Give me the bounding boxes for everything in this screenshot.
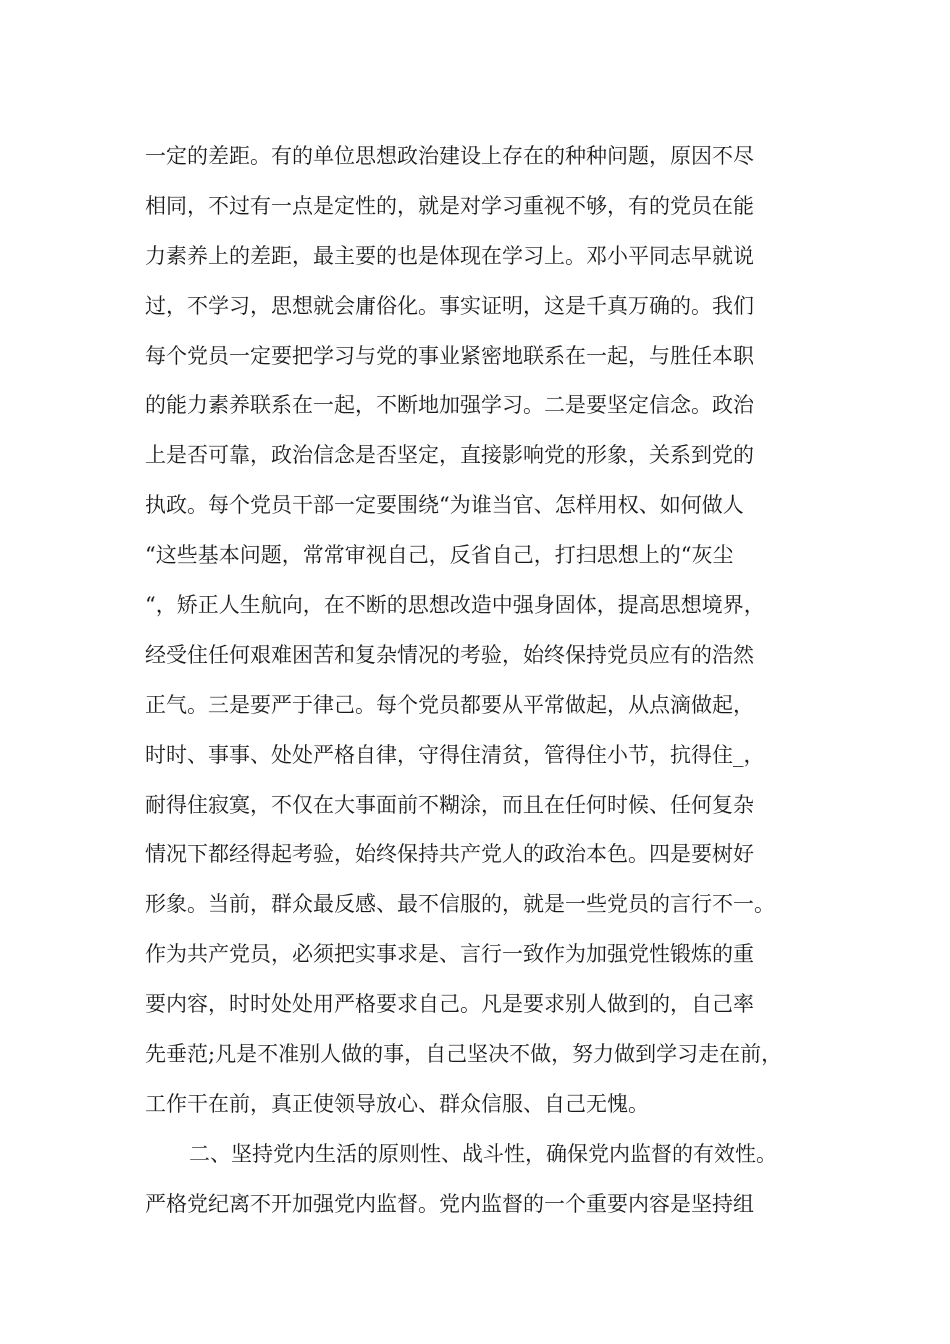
text-line: 要内容，时时处处用严格要求自己。凡是要求别人做到的，自己率 [145, 992, 754, 1017]
text-line: 上是否可靠，政治信念是否坚定，直接影响党的形象，关系到党的 [145, 443, 754, 468]
text-line: 过，不学习，思想就会庸俗化。事实证明，这是千真万确的。我们 [145, 293, 754, 318]
section-heading-line: 二、坚持党内生活的原则性、战斗性，确保党内监督的有效性。 [189, 1141, 777, 1166]
text-line: 形象。当前，群众最反感、最不信服的，就是一些党员的言行不一。 [145, 892, 775, 917]
text-line: 每个党员一定要把学习与党的事业紧密地联系在一起，与胜任本职 [145, 343, 754, 368]
text-line: “这些基本问题，常常审视自己，反省自己，打扫思想上的“灰尘 [145, 543, 734, 568]
text-line: 严格党纪离不开加强党内监督。党内监督的一个重要内容是坚持组 [145, 1191, 754, 1216]
text-line: 情况下都经得起考验，始终保持共产党人的政治本色。四是要树好 [145, 842, 754, 867]
text-line: 先垂范;凡是不准别人做的事，自己坚决不做，努力做到学习走在前， [145, 1042, 783, 1067]
text-line: 工作干在前，真正使领导放心、群众信服、自己无愧。 [145, 1091, 649, 1116]
text-line: “，矫正人生航向，在不断的思想改造中强身固体，提高思想境界， [145, 593, 765, 618]
text-line: 执政。每个党员干部一定要围绕“为谁当官、怎样用权、如何做人 [145, 493, 744, 518]
text-line: 力素养上的差距，最主要的也是体现在学习上。邓小平同志早就说 [145, 243, 754, 268]
text-line: 正气。三是要严于律己。每个党员都要从平常做起，从点滴做起， [145, 692, 754, 717]
text-line: 耐得住寂寞，不仅在大事面前不糊涂，而且在任何时候、任何复杂 [145, 792, 754, 817]
body-text [145, 132, 825, 1230]
text-line: 作为共产党员，必须把实事求是、言行一致作为加强党性锻炼的重 [145, 942, 754, 967]
text-line: 时时、事事、处处严格自律，守得住清贫，管得住小节，抗得住_， [145, 742, 765, 767]
text-line: 一定的差距。有的单位思想政治建设上存在的种种问题，原因不尽 [145, 144, 754, 168]
text-line: 相同，不过有一点是定性的，就是对学习重视不够，有的党员在能 [145, 193, 754, 218]
text-line: 的能力素养联系在一起，不断地加强学习。二是要坚定信念。政治 [145, 393, 754, 418]
text-line: 经受住任何艰难困苦和复杂情况的考验，始终保持党员应有的浩然 [145, 642, 754, 667]
